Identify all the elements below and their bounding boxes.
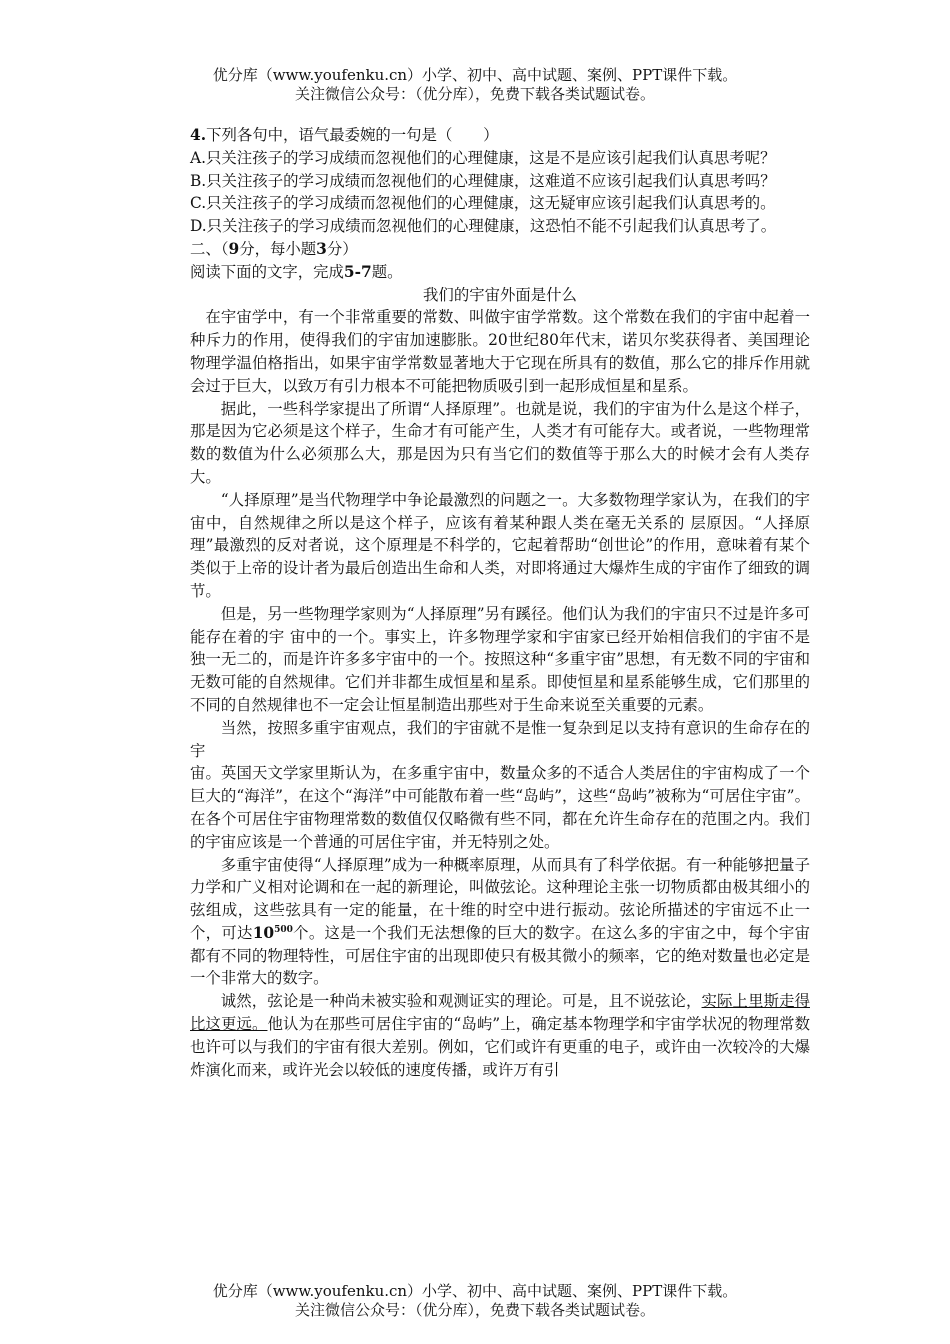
section-2-heading: 二、（9分，每小题3分） — [190, 239, 358, 258]
header-line-1: 优分库（www.youfenku.cn）小学、初中、高中试题、案例、PPT课件下载。 — [212, 66, 738, 84]
exponent-value: 500 — [274, 924, 293, 935]
article-paragraph-4: 但是，另一些物理学家则为“人择原理”另有蹊径。他们认为我们的宇宙只不过是许多可能存在着的宇 宙中的一个。事实上，许多物理学家和宇宙家已经开始相信我们的宇宙不是独一无二的，而是许许多多宇宙中的一个。按照这种“多重宇宙”思想，有无数不同的宇宙和无数可能的自然规律。它们并非都生成恒星和星系。即使恒星和星系能够生成，它们那里的不同的自然规律也不一定会让恒星制造出那些对于生命来说至关重要的元素。 — [190, 604, 810, 714]
footer-line-2: 关注微信公众号：（优分库），免费下载各类试题试卷。 — [294, 1301, 655, 1319]
article-paragraph-6: 多重宇宙使得“人择原理”成为一种概率原理，从而具有了科学依据。有一种能够把量子力学和广义相对论调和在一起的新理论，叫做弦论。这种理论主张一切物质都由极其细小的弦组成，这些弦具有一定的能量，在十维的时空中进行振动。弦论所描述的宇宙远不止一个，可达$10^{500}$个。这是一个我们无法想像的巨大的数字。在这么多的宇宙之中，每个宇宙都有不同的物理特性，可居住宇宙的出现即使只有极其微小的频率，它的绝对数量也必定是一个非常大的数字。 — [190, 855, 810, 988]
document-body — [190, 124, 810, 1081]
reading-instruction: 阅读下面的文字，完成5-7题。 — [190, 262, 403, 281]
header-line-2: 关注微信公众号：（优分库），免费下载各类试题试卷。 — [294, 85, 655, 103]
exponent-base: 10 — [252, 923, 275, 942]
article-title: 我们的宇宙外面是什么 — [423, 285, 577, 304]
option-c: C.只关注孩子的学习成绩而忽视他们的心理健康，这无疑审应该引起我们认真思考的。 — [190, 194, 776, 213]
page-header — [0, 66, 950, 104]
underlined-sentence: 实际上里斯走得比这更远。 — [190, 992, 810, 1034]
option-a: A.只关注孩子的学习成绩而忽视他们的心理健康，这是不是应该引起我们认真思考呢？ — [190, 148, 776, 167]
footer-line-1: 优分库（www.youfenku.cn）小学、初中、高中试题、案例、PPT课件下载。 — [212, 1282, 738, 1300]
per-question-score: 3 — [316, 239, 327, 258]
article-paragraph-5b: 宙。英国天文学家里斯认为，在多重宇宙中，数量众多的不适合人类居住的宇宙构成了一个巨大的“海洋”，在这个“海洋”中可能散布着一些“岛屿”，这些“岛屿”被称为“可居住宇宙”。在各个可居住宇宙物理常数的数值仅仅略微有些不同，都在允许生命存在的范围之内。我们的宇宙应该是一个普通的可居住宇宙，并无特别之处。 — [190, 764, 810, 851]
option-d: D.只关注孩子的学习成绩而忽视他们的心理健康，这恐怕不能不引起我们认真思考了。 — [190, 217, 777, 236]
question-4-stem — [190, 124, 810, 147]
question-stem-text: 下列各句中，语气最委婉的一句是（ ） — [206, 126, 499, 144]
article-paragraph-5a: 当然，按照多重宇宙观点，我们的宇宙就不是惟一复杂到足以支持有意识的生命存在的宇 — [190, 718, 810, 760]
article-paragraph-7: 诚然，弦论是一种尚未被实验和观测证实的理论。可是，且不说弦论，实际上里斯走得比这更远。他认为在那些可居住宇宙的“岛屿”上，确定基本物理学和宇宙学状况的物理常数也许可以与我们的宇宙有很大差别。例如，它们或许有更重的电子，或许由一次较冷的大爆炸演化而来，或许光会以较低的速度传播，或许万有引 — [190, 992, 810, 1079]
question-number: 4. — [190, 126, 207, 144]
option-b: B.只关注孩子的学习成绩而忽视他们的心理健康，这难道不应该引起我们认真思考吗？ — [190, 171, 776, 190]
article-paragraph-3: “人择原理”是当代物理学中争论最激烈的问题之一。大多数物理学家认为，在我们的宇宙中，自然规律之所以是这个样子，应该有着某种跟人类在毫无关系的 层原因。“人择原理”最激烈的反对者说，这个原理是不科学的，它起着帮助“创世论”的作用，意味着有某个类似于上帝的设计者为最后创造出生命和人类，对即将通过大爆炸生成的宇宙作了细致的调节。 — [190, 490, 810, 600]
article-paragraph-2: 据此，一些科学家提出了所谓“人择原理”。也就是说，我们的宇宙为什么是这个样子，那是因为它必须是这个样子，生命才有可能产生，人类才有可能存大。或者说，一些物理常数的数值为什么必须那么大，那是因为只有当它们的数值等于那么大的时候才会有人类存大。 — [190, 399, 810, 486]
section-score: 9 — [228, 239, 240, 258]
article-paragraph-1: 在宇宙学中，有一个非常重要的常数、叫做宇宙学常数。这个常数在我们的宇宙中起着一种斥力的作用，使得我们的宇宙加速膨胀。20世纪80年代末，诺贝尔奖获得者、美国理论物理学温伯格指出，如果宇宙学常数显著地大于它现在所具有的数值，那么它的排斥作用就会过于巨大，以致万有引力根本不可能把物质吸引到一起形成恒星和星系。 — [190, 308, 810, 395]
page-footer — [0, 1282, 950, 1320]
question-range: 5-7 — [343, 262, 372, 281]
